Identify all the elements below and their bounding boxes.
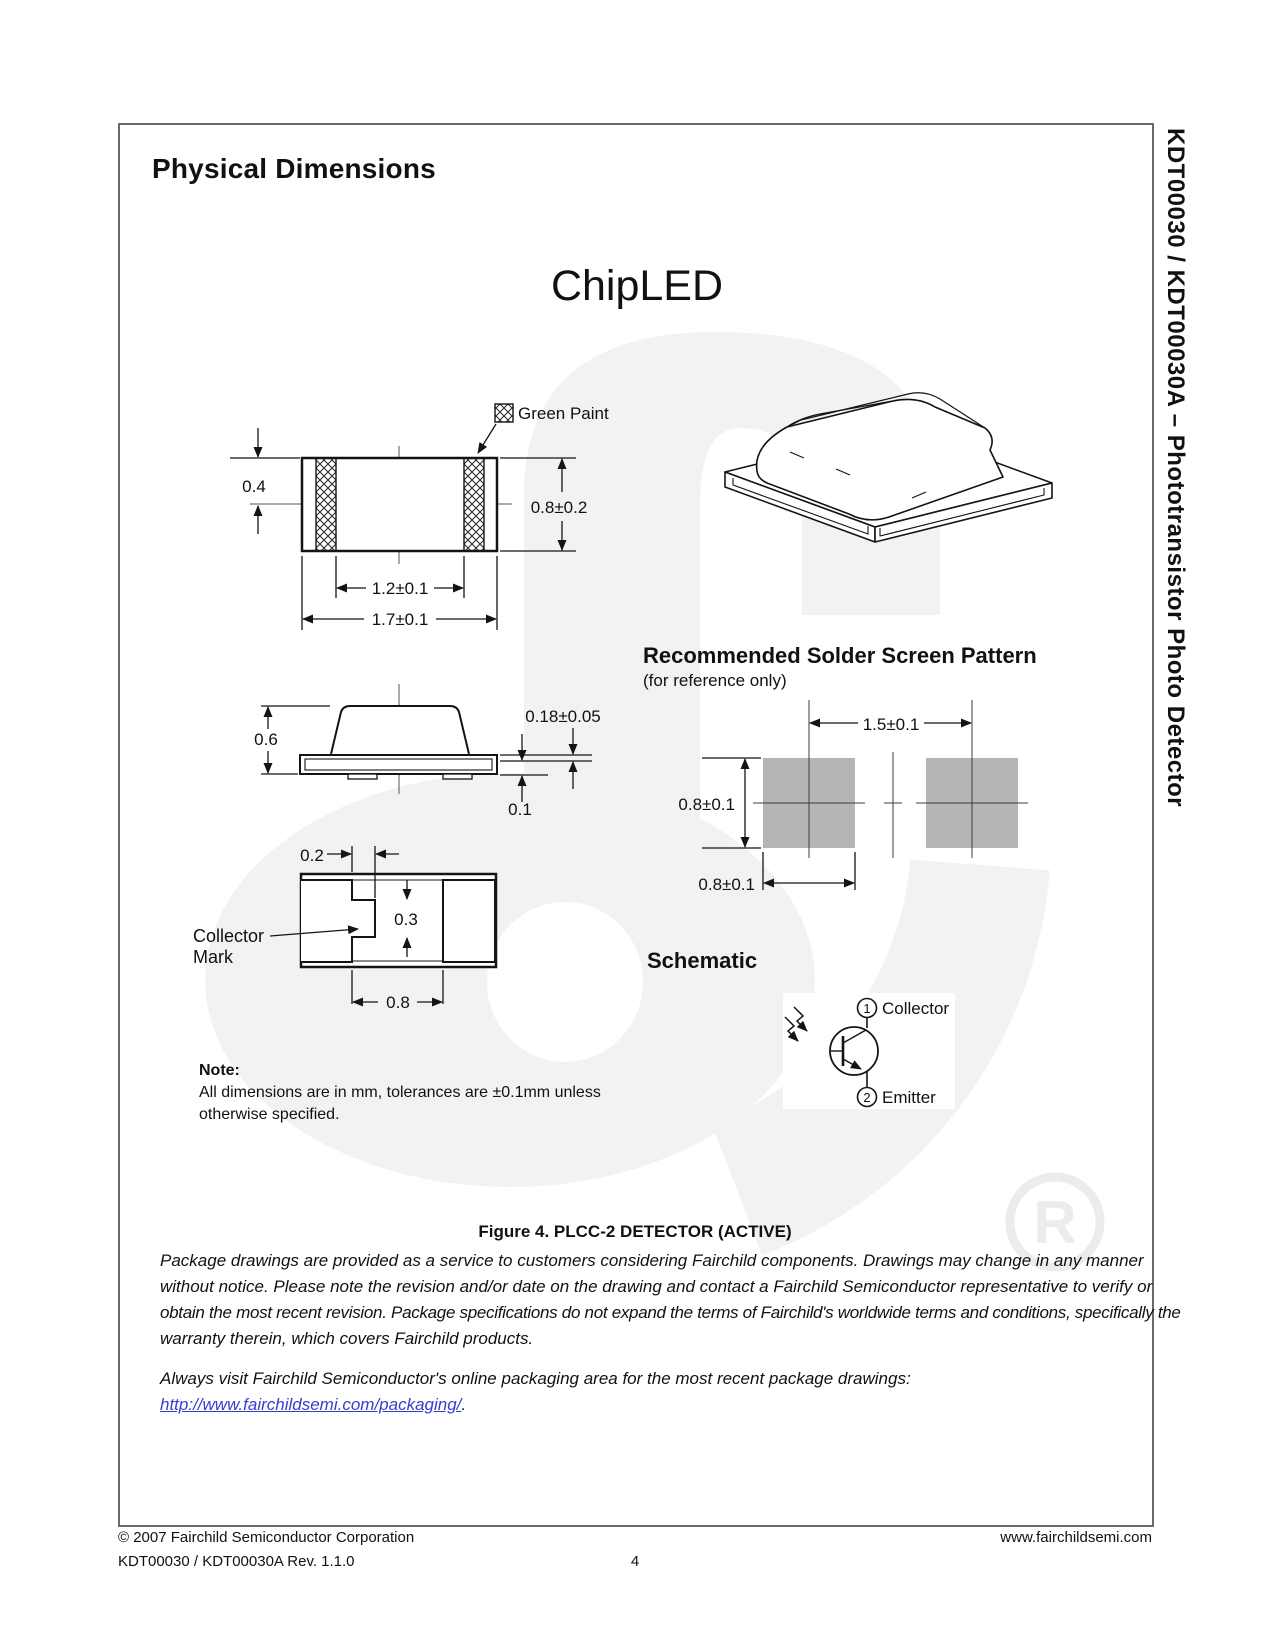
dim-0_8-vert: 0.8±0.1	[678, 795, 735, 814]
footer-website: www.fairchildsemi.com	[1000, 1529, 1152, 1546]
dim-0_18: 0.18±0.05	[525, 707, 601, 726]
dim-0_4: 0.4	[242, 477, 266, 496]
dim-0_8-horiz: 0.8±0.1	[698, 875, 755, 894]
note-label: Note:	[199, 1062, 240, 1079]
note-line-2: otherwise specified.	[199, 1106, 340, 1123]
green-paint-label: Green Paint	[518, 404, 609, 423]
dim-0_1: 0.1	[508, 800, 532, 819]
package-name-title: ChipLED	[550, 262, 724, 310]
schematic-heading: Schematic	[647, 948, 758, 973]
dim-0_3: 0.3	[394, 910, 418, 929]
packaging-link-suffix: .	[461, 1395, 467, 1414]
dim-0_8-0_2: 0.8±0.2	[530, 498, 588, 517]
svg-text:R: R	[1033, 1189, 1077, 1256]
note-line-1: All dimensions are in mm, tolerances are ±0.1mm unless	[199, 1084, 601, 1101]
collector-mark-label-2: Mark	[193, 947, 233, 967]
disclaimer-line-1: Package drawings are provided as a service to customers considering Fairchild components. Drawings may change in any manner	[160, 1251, 1144, 1270]
solder-pattern-heading: Recommended Solder Screen Pattern	[643, 643, 1037, 668]
dim-1_5: 1.5±0.1	[862, 715, 920, 734]
dim-1_7: 1.7±0.1	[371, 610, 429, 629]
pin1-label: Collector	[882, 999, 950, 1018]
collector-mark-label-1: Collector	[193, 926, 265, 946]
dim-0_6: 0.6	[254, 730, 278, 749]
footer-doc-rev: KDT00030 / KDT00030A Rev. 1.1.0	[118, 1553, 355, 1570]
dim-0_8: 0.8	[386, 993, 410, 1012]
dim-1_2: 1.2±0.1	[371, 579, 429, 598]
footer-copyright: © 2007 Fairchild Semiconductor Corporation	[118, 1529, 415, 1546]
figure-caption: Figure 4. PLCC-2 DETECTOR (ACTIVE)	[478, 1222, 792, 1241]
disclaimer-line-4: warranty therein, which covers Fairchild products.	[160, 1329, 534, 1348]
disclaimer-line-3: obtain the most recent revision. Package specifications do not expand the terms of Fairchild's worldwide terms and conditions, specifically the	[160, 1303, 1181, 1322]
sidebar-part-title: KDT00030 / KDT00030A – Phototransistor Photo Detector	[1162, 128, 1189, 808]
pin2-label: Emitter	[882, 1088, 936, 1107]
disclaimer-line-2: without notice. Please note the revision and/or date on the drawing and contact a Fairchild Semiconductor representative to verify or	[160, 1277, 1153, 1296]
green-paint-legend-swatch	[478, 404, 513, 453]
packaging-note: Always visit Fairchild Semiconductor's online packaging area for the most recent package drawings:	[160, 1369, 911, 1388]
packaging-link[interactable]: http://www.fairchildsemi.com/packaging/	[160, 1395, 462, 1414]
footer-page-number: 4	[630, 1553, 640, 1570]
pin1-number: 1	[863, 1001, 871, 1016]
pin2-number: 2	[863, 1090, 871, 1105]
page-title: Physical Dimensions	[152, 153, 436, 184]
dim-0_2: 0.2	[300, 846, 324, 865]
solder-pattern-subheading: (for reference only)	[643, 671, 787, 690]
